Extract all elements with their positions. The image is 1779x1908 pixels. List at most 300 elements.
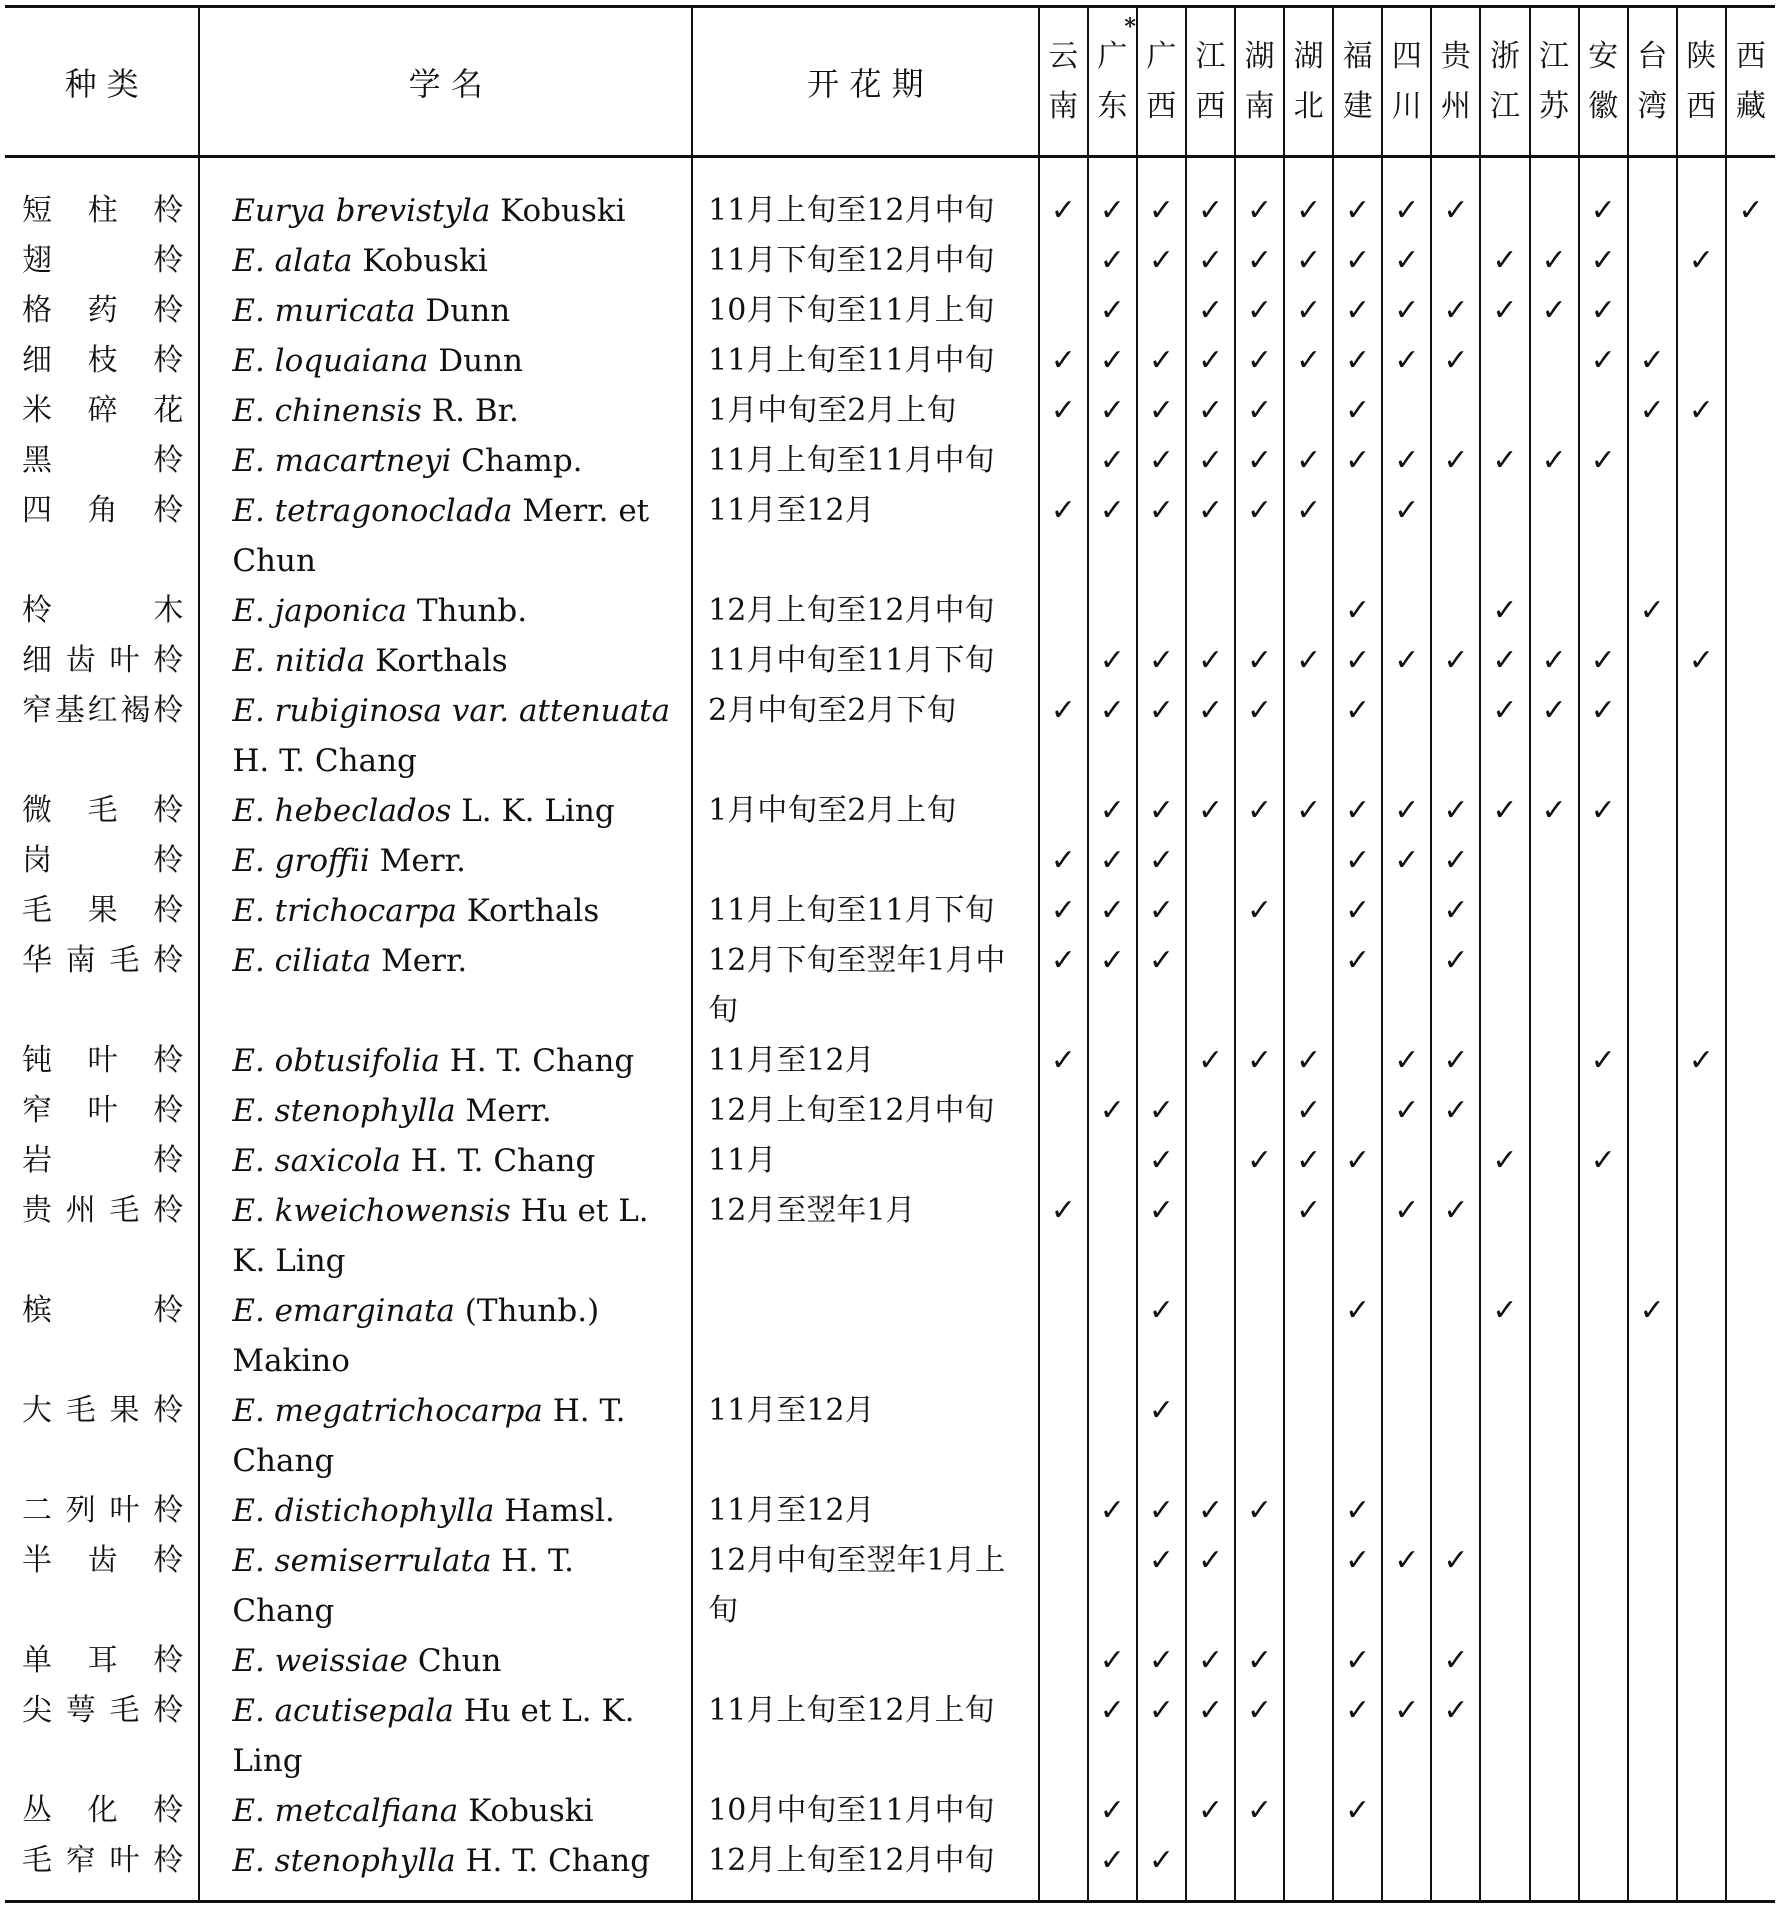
distribution-cell [1726, 1686, 1775, 1786]
species-name-cell: 翅柃 [5, 236, 199, 286]
distribution-cell [1480, 436, 1529, 486]
distribution-cell [1726, 386, 1775, 436]
author-text: H. T. Chang [232, 743, 417, 779]
table-row [5, 336, 1775, 386]
flowering-period-cell: 12月中旬至翌年1月上旬 [692, 1536, 1039, 1636]
distribution-cell [1235, 1036, 1284, 1086]
genus-species-text: E. japonica [232, 593, 407, 629]
distribution-cell [1186, 286, 1235, 336]
check-mark-icon: ✓ [1296, 1093, 1322, 1128]
distribution-cell [1186, 1386, 1235, 1486]
check-mark-icon: ✓ [1443, 793, 1469, 828]
table-row [5, 1786, 1775, 1836]
check-mark-icon: ✓ [1590, 443, 1616, 478]
check-mark-icon: ✓ [1099, 1643, 1125, 1678]
table-row [5, 436, 1775, 486]
distribution-cell [1088, 686, 1137, 786]
distribution-cell [1333, 157, 1382, 237]
genus-species-text: E. hebeclados [232, 793, 452, 829]
distribution-cell [1677, 686, 1726, 786]
check-mark-icon: ✓ [1345, 1143, 1371, 1178]
flowering-period-cell: 10月下旬至11月上旬 [692, 286, 1039, 336]
distribution-cell [1726, 686, 1775, 786]
distribution-cell [1431, 236, 1480, 286]
distribution-cell [1088, 1686, 1137, 1786]
distribution-cell [1186, 1536, 1235, 1636]
distribution-cell [1579, 686, 1628, 786]
distribution-cell [1480, 157, 1529, 237]
species-name-cell: 岩柃 [5, 1136, 199, 1186]
distribution-cell [1284, 936, 1333, 1036]
check-mark-icon: ✓ [1394, 343, 1420, 378]
flowering-period-cell: 2月中旬至2月下旬 [692, 686, 1039, 786]
distribution-cell [1186, 336, 1235, 386]
distribution-cell [1530, 586, 1579, 636]
check-mark-icon: ✓ [1099, 393, 1125, 428]
genus-species-text: E. groffii [232, 843, 370, 879]
distribution-cell [1431, 436, 1480, 486]
author-text: Hamsl. [504, 1493, 615, 1529]
distribution-cell [1579, 836, 1628, 886]
check-mark-icon: ✓ [1345, 693, 1371, 728]
distribution-cell [1431, 336, 1480, 386]
table-row [5, 157, 1775, 237]
province-header-label: 江苏 [1539, 38, 1570, 124]
check-mark-icon: ✓ [1148, 893, 1174, 928]
distribution-cell [1284, 1836, 1333, 1902]
distribution-cell [1088, 1136, 1137, 1186]
distribution-cell [1579, 1186, 1628, 1286]
distribution-cell [1579, 1686, 1628, 1786]
check-mark-icon: ✓ [1394, 443, 1420, 478]
species-name-cell: 黑柃 [5, 436, 199, 486]
distribution-cell [1431, 1036, 1480, 1086]
distribution-cell [1333, 1286, 1382, 1386]
distribution-cell [1333, 1086, 1382, 1136]
scientific-name-cell [199, 586, 692, 636]
check-mark-icon: ✓ [1394, 243, 1420, 278]
distribution-cell [1382, 1536, 1431, 1636]
distribution-cell [1579, 1636, 1628, 1686]
check-mark-icon: ✓ [1394, 293, 1420, 328]
check-mark-icon: ✓ [1247, 193, 1273, 228]
distribution-cell [1284, 636, 1333, 686]
footnote-asterisk: * [1124, 13, 1136, 40]
species-name-cell: 贵州毛柃 [5, 1186, 199, 1286]
author-text: Champ. [461, 443, 583, 479]
distribution-cell [1333, 1386, 1382, 1486]
distribution-cell [1382, 1136, 1431, 1186]
distribution-cell [1628, 286, 1677, 336]
distribution-cell [1677, 786, 1726, 836]
check-mark-icon: ✓ [1590, 1043, 1616, 1078]
scientific-name-cell [199, 1136, 692, 1186]
distribution-cell [1480, 936, 1529, 1036]
flowering-period-cell: 11月至12月 [692, 1386, 1039, 1486]
table-row [5, 936, 1775, 1036]
distribution-cell [1530, 1686, 1579, 1786]
province-header-label: 福建 [1342, 38, 1373, 124]
distribution-cell [1039, 286, 1088, 336]
province-column-header [1480, 7, 1529, 157]
distribution-cell [1284, 157, 1333, 237]
flowering-column-header [692, 7, 1039, 157]
distribution-cell [1431, 1636, 1480, 1686]
check-mark-icon: ✓ [1148, 393, 1174, 428]
distribution-cell [1088, 1036, 1137, 1086]
distribution-cell [1431, 1536, 1480, 1636]
scientific-name-cell [199, 1286, 692, 1386]
distribution-cell [1628, 1636, 1677, 1686]
distribution-cell [1137, 1836, 1186, 1902]
distribution-cell [1579, 157, 1628, 237]
distribution-cell [1579, 1136, 1628, 1186]
scientific-name-cell [199, 636, 692, 686]
flowering-period-cell [692, 1636, 1039, 1686]
distribution-cell [1628, 586, 1677, 636]
check-mark-icon: ✓ [1197, 693, 1224, 728]
check-mark-icon: ✓ [1148, 1493, 1174, 1528]
check-mark-icon: ✓ [1197, 793, 1224, 828]
distribution-cell [1137, 586, 1186, 636]
genus-species-text: E. nitida [232, 643, 366, 679]
distribution-cell [1235, 836, 1284, 886]
distribution-cell [1235, 486, 1284, 586]
distribution-cell [1431, 286, 1480, 336]
flowering-period-cell: 12月上旬至12月中旬 [692, 586, 1039, 636]
table-header-row [5, 7, 1775, 157]
check-mark-icon: ✓ [1050, 943, 1076, 978]
distribution-cell [1186, 436, 1235, 486]
table-row [5, 286, 1775, 336]
check-mark-icon: ✓ [1296, 1193, 1322, 1228]
species-name-cell: 槟柃 [5, 1286, 199, 1386]
distribution-cell [1677, 636, 1726, 686]
genus-species-text: E. acutisepala [232, 1693, 454, 1729]
distribution-cell [1333, 1786, 1382, 1836]
distribution-cell [1677, 886, 1726, 936]
distribution-cell [1088, 1286, 1137, 1386]
distribution-cell [1726, 157, 1775, 237]
province-column-header [1039, 7, 1088, 157]
check-mark-icon: ✓ [1247, 1493, 1273, 1528]
distribution-cell [1726, 1486, 1775, 1536]
check-mark-icon: ✓ [1394, 1693, 1420, 1728]
author-text: Hu et L. K. Ling [232, 1693, 635, 1779]
distribution-cell [1333, 886, 1382, 936]
distribution-cell [1137, 686, 1186, 786]
distribution-cell [1530, 486, 1579, 586]
distribution-cell [1628, 836, 1677, 886]
distribution-cell [1039, 157, 1088, 237]
species-name-cell: 细齿叶柃 [5, 636, 199, 686]
genus-species-text: E. tetragonoclada [232, 493, 513, 529]
distribution-cell [1088, 586, 1137, 636]
genus-species-text: Eurya brevistyla [232, 193, 491, 229]
check-mark-icon: ✓ [1345, 1293, 1371, 1328]
table-row [5, 686, 1775, 786]
distribution-cell [1186, 636, 1235, 686]
distribution-cell [1088, 886, 1137, 936]
distribution-cell [1628, 1836, 1677, 1902]
distribution-cell [1235, 1086, 1284, 1136]
check-mark-icon: ✓ [1345, 1493, 1371, 1528]
flowering-period-cell [692, 1286, 1039, 1386]
distribution-cell [1039, 436, 1088, 486]
distribution-cell [1579, 286, 1628, 336]
distribution-cell [1284, 286, 1333, 336]
distribution-cell [1235, 1486, 1284, 1536]
scientific-name-cell [199, 886, 692, 936]
distribution-cell [1284, 1136, 1333, 1186]
distribution-cell [1284, 686, 1333, 786]
distribution-cell [1137, 786, 1186, 836]
check-mark-icon: ✓ [1099, 243, 1125, 278]
distribution-cell [1431, 486, 1480, 586]
distribution-cell [1333, 1136, 1382, 1186]
table-row [5, 586, 1775, 636]
distribution-cell [1333, 836, 1382, 886]
species-name-cell: 四角柃 [5, 486, 199, 586]
distribution-cell [1137, 1286, 1186, 1386]
author-text: Merr. [379, 843, 466, 879]
check-mark-icon: ✓ [1639, 343, 1665, 378]
scientific-name-cell [199, 1836, 692, 1902]
table-row [5, 1836, 1775, 1902]
distribution-cell [1235, 1286, 1284, 1386]
distribution-cell [1137, 1536, 1186, 1636]
table-row [5, 886, 1775, 936]
check-mark-icon: ✓ [1197, 1643, 1224, 1678]
author-text: Korthals [375, 643, 508, 679]
distribution-cell [1382, 1836, 1431, 1902]
province-column-header [1677, 7, 1726, 157]
distribution-cell [1039, 1036, 1088, 1086]
distribution-cell [1480, 286, 1529, 336]
distribution-cell [1677, 836, 1726, 886]
distribution-cell [1039, 786, 1088, 836]
check-mark-icon: ✓ [1492, 293, 1518, 328]
check-mark-icon: ✓ [1148, 1393, 1174, 1428]
scientific-name-cell [199, 1186, 692, 1286]
flowering-period-cell: 1月中旬至2月上旬 [692, 786, 1039, 836]
distribution-cell [1186, 1636, 1235, 1686]
check-mark-icon: ✓ [1099, 343, 1125, 378]
genus-species-text: E. rubiginosa var. attenuata [232, 693, 671, 729]
flowering-period-cell: 11月上旬至11月下旬 [692, 886, 1039, 936]
distribution-cell [1235, 936, 1284, 1036]
check-mark-icon: ✓ [1443, 643, 1469, 678]
species-name-cell: 短柱柃 [5, 157, 199, 237]
distribution-cell [1137, 636, 1186, 686]
check-mark-icon: ✓ [1443, 893, 1469, 928]
flowering-period-cell: 12月至翌年1月 [692, 1186, 1039, 1286]
province-header-label: 西藏 [1735, 38, 1766, 124]
check-mark-icon: ✓ [1296, 1143, 1322, 1178]
distribution-cell [1088, 636, 1137, 686]
check-mark-icon: ✓ [1639, 393, 1665, 428]
check-mark-icon: ✓ [1345, 893, 1371, 928]
scientific-name-cell [199, 1386, 692, 1486]
distribution-cell [1480, 586, 1529, 636]
check-mark-icon: ✓ [1148, 243, 1174, 278]
author-text: Dunn [438, 343, 524, 379]
distribution-cell [1235, 1386, 1284, 1486]
species-name-cell: 尖萼毛柃 [5, 1686, 199, 1786]
distribution-cell [1235, 286, 1284, 336]
check-mark-icon: ✓ [1345, 443, 1371, 478]
species-name-cell: 窄基红褐柃 [5, 686, 199, 786]
distribution-cell [1186, 236, 1235, 286]
distribution-cell [1333, 386, 1382, 436]
distribution-cell [1088, 436, 1137, 486]
distribution-cell [1284, 236, 1333, 286]
species-name-cell: 丛化柃 [5, 1786, 199, 1836]
province-header-label: 湖北 [1293, 38, 1324, 124]
distribution-cell [1039, 1536, 1088, 1636]
distribution-cell [1480, 686, 1529, 786]
distribution-cell [1382, 336, 1431, 386]
distribution-cell [1579, 636, 1628, 686]
distribution-cell [1333, 786, 1382, 836]
distribution-cell [1137, 1686, 1186, 1786]
scientific-name-cell [199, 286, 692, 336]
distribution-cell [1186, 886, 1235, 936]
distribution-cell [1579, 1086, 1628, 1136]
distribution-cell [1186, 157, 1235, 237]
distribution-cell [1480, 1136, 1529, 1186]
distribution-cell [1039, 1086, 1088, 1136]
distribution-cell [1431, 1786, 1480, 1836]
distribution-cell [1235, 386, 1284, 436]
distribution-cell [1284, 1786, 1333, 1836]
distribution-cell [1628, 1786, 1677, 1836]
check-mark-icon: ✓ [1639, 593, 1665, 628]
check-mark-icon: ✓ [1443, 193, 1469, 228]
distribution-cell [1677, 1086, 1726, 1136]
check-mark-icon: ✓ [1443, 843, 1469, 878]
province-column-header [1628, 7, 1677, 157]
scientific-name-cell [199, 1536, 692, 1636]
distribution-cell [1480, 336, 1529, 386]
distribution-cell [1628, 336, 1677, 386]
check-mark-icon: ✓ [1492, 1143, 1518, 1178]
distribution-cell [1284, 1036, 1333, 1086]
author-text: Merr. [381, 943, 468, 979]
distribution-cell [1579, 1836, 1628, 1902]
species-name-cell: 毛果柃 [5, 886, 199, 936]
distribution-cell [1579, 336, 1628, 386]
distribution-cell [1677, 386, 1726, 436]
distribution-cell [1382, 386, 1431, 436]
distribution-cell [1039, 1386, 1088, 1486]
species-name-cell: 米碎花 [5, 386, 199, 436]
check-mark-icon: ✓ [1197, 243, 1224, 278]
species-header-label: 种 类 [64, 64, 139, 103]
distribution-cell [1284, 586, 1333, 636]
check-mark-icon: ✓ [1394, 643, 1420, 678]
distribution-cell [1726, 886, 1775, 936]
genus-species-text: E. semiserrulata [232, 1543, 492, 1579]
distribution-cell [1382, 1086, 1431, 1136]
check-mark-icon: ✓ [1197, 1043, 1224, 1078]
distribution-cell [1530, 236, 1579, 286]
check-mark-icon: ✓ [1394, 193, 1420, 228]
check-mark-icon: ✓ [1247, 1643, 1273, 1678]
distribution-cell [1235, 786, 1284, 836]
check-mark-icon: ✓ [1050, 343, 1076, 378]
check-mark-icon: ✓ [1639, 1293, 1665, 1328]
author-text: (Thunb.) Makino [232, 1293, 600, 1379]
distribution-cell [1186, 1086, 1235, 1136]
check-mark-icon: ✓ [1099, 843, 1125, 878]
distribution-cell [1137, 386, 1186, 436]
distribution-cell [1579, 386, 1628, 436]
province-column-header [1186, 7, 1235, 157]
distribution-cell [1088, 386, 1137, 436]
distribution-cell [1726, 936, 1775, 1036]
species-name-cell: 细枝柃 [5, 336, 199, 386]
distribution-cell [1530, 1286, 1579, 1386]
distribution-cell [1235, 586, 1284, 636]
check-mark-icon: ✓ [1492, 793, 1518, 828]
check-mark-icon: ✓ [1296, 493, 1322, 528]
check-mark-icon: ✓ [1443, 1093, 1469, 1128]
distribution-cell [1431, 1136, 1480, 1186]
distribution-cell [1628, 1486, 1677, 1536]
table-row [5, 1636, 1775, 1686]
check-mark-icon: ✓ [1492, 643, 1518, 678]
distribution-cell [1137, 1486, 1186, 1536]
check-mark-icon: ✓ [1296, 343, 1322, 378]
check-mark-icon: ✓ [1148, 1643, 1174, 1678]
distribution-cell [1039, 886, 1088, 936]
check-mark-icon: ✓ [1148, 1093, 1174, 1128]
distribution-cell [1628, 236, 1677, 286]
distribution-cell [1039, 236, 1088, 286]
check-mark-icon: ✓ [1296, 1043, 1322, 1078]
distribution-cell [1088, 1486, 1137, 1536]
distribution-cell [1333, 636, 1382, 686]
check-mark-icon: ✓ [1148, 1143, 1174, 1178]
province-header-label: 台湾 [1637, 38, 1668, 124]
scientific-name-cell [199, 786, 692, 836]
distribution-cell [1431, 886, 1480, 936]
distribution-cell [1137, 157, 1186, 237]
check-mark-icon: ✓ [1050, 693, 1076, 728]
distribution-cell [1431, 1836, 1480, 1902]
check-mark-icon: ✓ [1345, 243, 1371, 278]
distribution-cell [1579, 936, 1628, 1036]
check-mark-icon: ✓ [1590, 293, 1616, 328]
distribution-cell [1726, 1536, 1775, 1636]
distribution-cell [1284, 836, 1333, 886]
distribution-cell [1431, 1186, 1480, 1286]
distribution-cell [1530, 1386, 1579, 1486]
distribution-cell [1137, 286, 1186, 336]
distribution-cell [1480, 1286, 1529, 1386]
distribution-cell [1431, 1386, 1480, 1486]
distribution-cell [1677, 236, 1726, 286]
distribution-cell [1382, 1036, 1431, 1086]
distribution-cell [1628, 486, 1677, 586]
author-text: Kobuski [362, 243, 488, 279]
distribution-cell [1677, 1386, 1726, 1486]
distribution-cell [1088, 236, 1137, 286]
distribution-cell [1530, 286, 1579, 336]
author-text: H. T. Chang [410, 1143, 596, 1179]
distribution-cell [1677, 1836, 1726, 1902]
